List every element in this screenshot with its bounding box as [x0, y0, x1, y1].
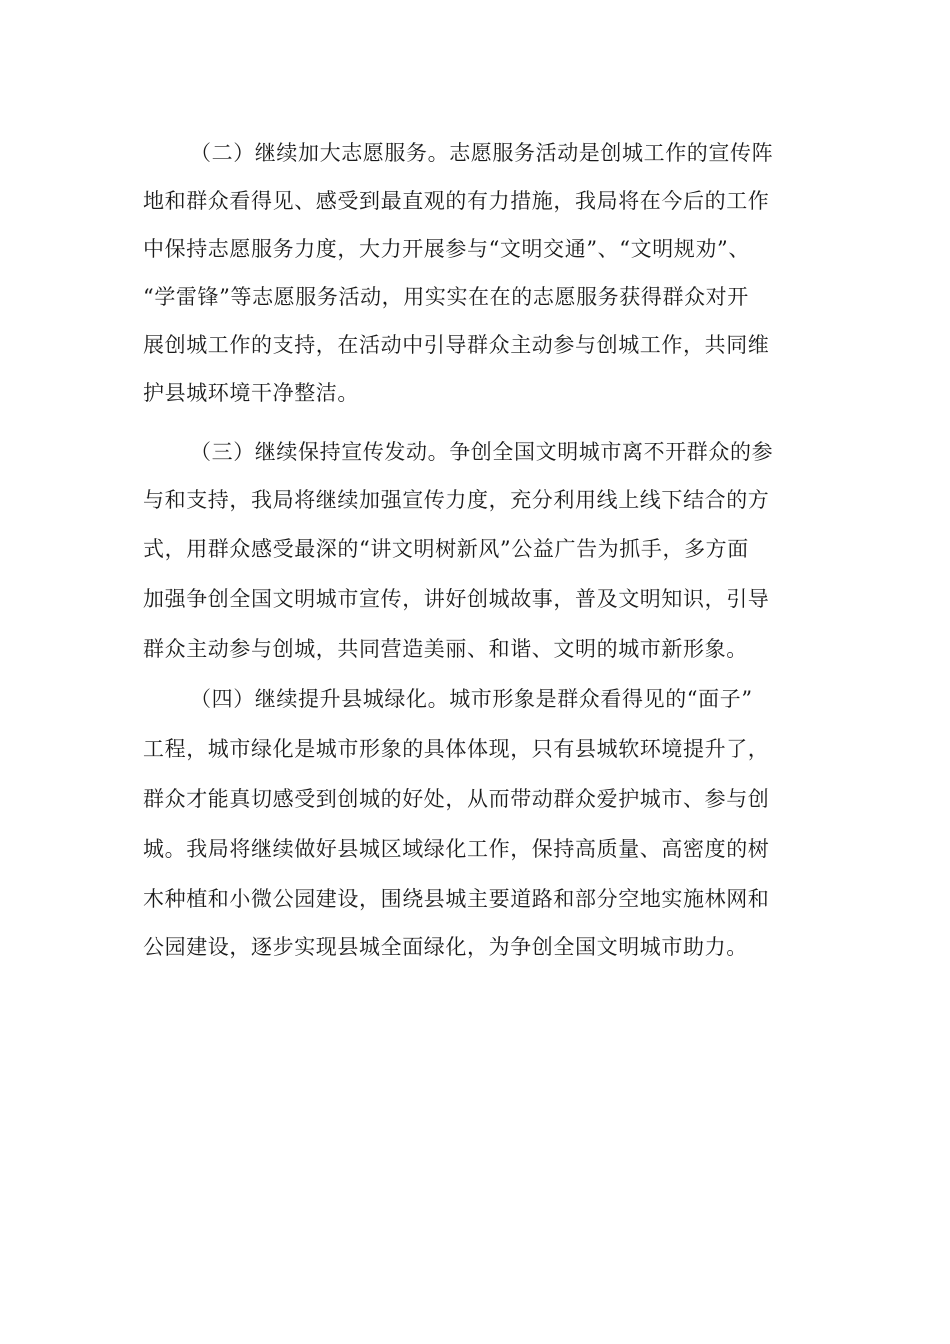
paragraph-line: 式，用群众感受最深的“讲文明树新风”公益广告为抓手，多方面 [143, 537, 749, 561]
paragraph-line: 加强争创全国文明城市宣传，讲好创城故事，普及文明知识，引导 [143, 587, 770, 611]
paragraph-line: 群众才能真切感受到创城的好处，从而带动群众爱护城市、参与创 [143, 787, 770, 811]
paragraph-line: 公园建设，逐步实现县城全面绿化，为争创全国文明城市助力。 [143, 935, 748, 959]
paragraph-line: 地和群众看得见、感受到最直观的有力措施，我局将在今后的工作 [143, 189, 770, 213]
paragraph-line: 中保持志愿服务力度，大力开展参与“文明交通”、“文明规劝”、 [143, 237, 750, 261]
paragraph-line: 木种植和小微公园建设，围绕县城主要道路和部分空地实施林网和 [143, 887, 770, 911]
paragraph-line: “学雷锋”等志愿服务活动，用实实在在的志愿服务获得群众对开 [143, 285, 749, 309]
paragraph-line: 护县城环境干净整洁。 [143, 381, 359, 405]
paragraph-line: 工程，城市绿化是城市形象的具体体现，只有县城软环境提升了， [143, 737, 770, 761]
paragraph-line: （四）继续提升县城绿化。城市形象是群众看得见的“面子” [190, 687, 753, 711]
paragraph-line: 展创城工作的支持，在活动中引导群众主动参与创城工作，共同维 [143, 333, 770, 357]
paragraph-line: 群众主动参与创城，共同营造美丽、和谐、文明的城市新形象。 [143, 637, 748, 661]
paragraph-line: （二）继续加大志愿服务。志愿服务活动是创城工作的宣传阵 [190, 141, 774, 165]
paragraph-line: （三）继续保持宣传发动。争创全国文明城市离不开群众的参 [190, 440, 774, 464]
paragraph-line: 城。我局将继续做好县城区域绿化工作，保持高质量、高密度的树 [143, 837, 770, 861]
paragraph-line: 与和支持，我局将继续加强宣传力度，充分利用线上线下结合的方 [143, 488, 770, 512]
